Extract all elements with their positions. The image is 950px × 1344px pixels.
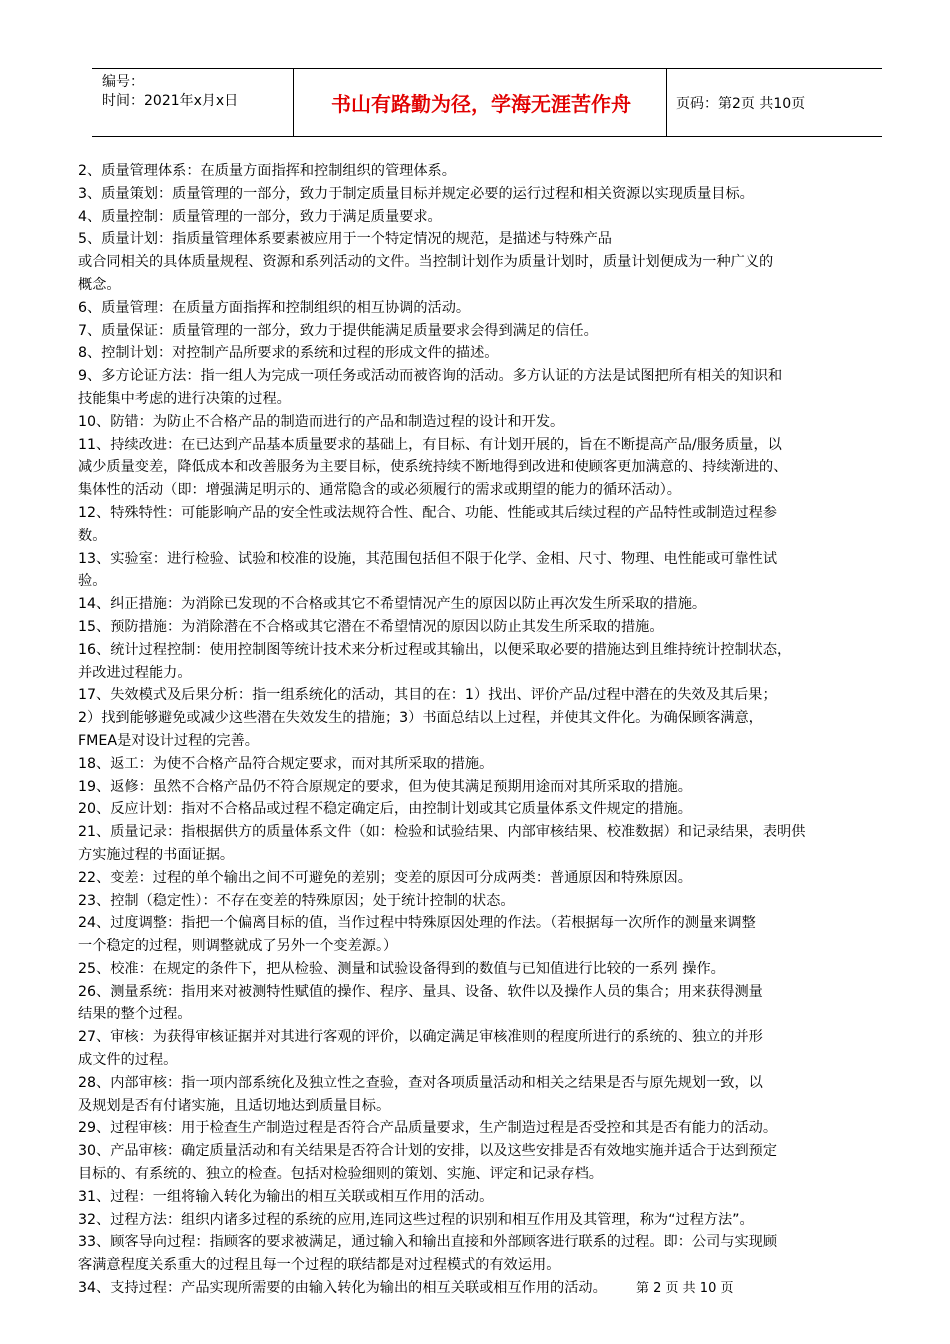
- body-line: 18、返工：为使不合格产品符合规定要求，而对其所采取的措施。: [78, 755, 494, 772]
- body-line: 12、特殊特性：可能影响产品的安全性或法规符合性、配合、功能、性能或其后续过程的产品特性或制造过程参: [78, 504, 778, 521]
- body-line: 24、过度调整：指把一个偏离目标的值，当作过程中特殊原因处理的作法。（若根据每一次所作的测量来调整: [78, 915, 756, 932]
- body-line: 目标的、有系统的、独立的检查。包括对检验细则的策划、实施、评定和记录存档。: [78, 1166, 603, 1183]
- body-line: 7、质量保证：质量管理的一部分，致力于提供能满足质量要求会得到满足的信任。: [78, 322, 598, 339]
- body-line: 15、预防措施：为消除潜在不合格或其它潜在不希望情况的原因以防止其发生所采取的措施。: [78, 618, 664, 635]
- body-line: 16、统计过程控制：使用控制图等统计技术来分析过程或其输出，以便采取必要的措施达到且维持统计控制状态，: [78, 641, 792, 658]
- body-line: 2、质量管理体系：在质量方面指挥和控制组织的管理体系。: [78, 163, 456, 179]
- body-line: 5、质量计划：指质量管理体系要素被应用于一个特定情况的规范，是描述与特殊产品: [78, 231, 612, 248]
- body-line: 6、质量管理：在质量方面指挥和控制组织的相互协调的活动。: [78, 299, 471, 316]
- header-divider-left: [293, 68, 294, 136]
- header-bottom-rule: [92, 136, 882, 137]
- body-line: 27、审核：为获得审核证据并对其进行客观的评价，以确定满足审核准则的程度所进行的系统的、独立的并形: [78, 1029, 763, 1046]
- document-date: 时间：2021年x月x日: [102, 93, 239, 109]
- header-motto: 书山有路勤为径，学海无涯苦作舟: [331, 92, 631, 116]
- body-line: 30、产品审核：确定质量活动和有关结果是否符合计划的安排，以及这些安排是否有效地实施并适合于达到预定: [78, 1143, 778, 1160]
- header-page-number: 页码：第2页 共10页: [676, 96, 806, 112]
- body-line: 26、测量系统：指用来对被测特性赋值的操作、程序、量具、设备、软件以及操作人员的集合；用来获得测量: [78, 983, 763, 1000]
- body-line: 一个稳定的过程，则调整就成了另外一个变差源。）: [78, 938, 398, 955]
- body-line: 34、支持过程：产品实现所需要的由输入转化为输出的相互关联或相互作用的活动。: [78, 1280, 607, 1297]
- body-line: 21、质量记录：指根据供方的质量体系文件（如：检验和试验结果、内部审核结果、校准数据）和记录结果，表明供: [78, 824, 806, 841]
- body-line: 并改进过程能力。: [78, 664, 192, 681]
- body-line: 31、过程：一组将输入转化为输出的相互关联或相互作用的活动。: [78, 1188, 494, 1205]
- body-line: 9、多方论证方法：指一组人为完成一项任务或活动而被咨询的活动。多方认证的方法是试图把所有相关的知识和: [78, 368, 783, 385]
- body-line: 33、顾客导向过程：指顾客的要求被满足，通过输入和输出直接和外部顾客进行联系的过程。即：公司与实现顾: [78, 1234, 778, 1251]
- body-line: 技能集中考虑的进行决策的过程。: [78, 390, 291, 407]
- body-line: 4、质量控制：质量管理的一部分，致力于满足质量要求。: [78, 208, 442, 225]
- body-line: 验。: [78, 573, 107, 590]
- body-line: 28、内部审核：指一项内部系统化及独立性之查验，查对各项质量活动和相关之结果是否与原先规划一致，以: [78, 1074, 763, 1091]
- body-line: 及规划是否有付诸实施，且适切地达到质量目标。: [78, 1097, 391, 1114]
- body-line: 29、过程审核：用于检查生产制造过程是否符合产品质量要求，生产制造过程是否受控和其是否有能力的活动。: [78, 1120, 778, 1137]
- body-line: 2）找到能够避免或减少这些潜在失效发生的措施；3）书面总结以上过程，并使其文件化。为确保顾客满意，: [78, 710, 763, 727]
- body-line: FMEA是对设计过程的完善。: [78, 732, 259, 749]
- header-top-rule: [92, 68, 882, 69]
- body-line: 13、实验室：进行检验、试验和校准的设施，其范围包括但不限于化学、金相、尺寸、物理、电性能或可靠性试: [78, 550, 778, 567]
- header-divider-right: [666, 68, 667, 136]
- page-footer: 第 2 页 共 10 页: [636, 1281, 734, 1296]
- body-line: 成文件的过程。: [78, 1052, 178, 1069]
- body-line: 概念。: [78, 276, 121, 293]
- body-line: 数。: [78, 527, 107, 544]
- body-line: 集体性的活动（即：增强满足明示的、通常隐含的或必须履行的需求或期望的能力的循环活动）。: [78, 482, 681, 499]
- body-line: 客满意程度关系重大的过程且每一个过程的联结都是对过程模式的有效运用。: [78, 1257, 561, 1274]
- body-line: 25、校准：在规定的条件下，把从检验、测量和试验设备得到的数值与已知值进行比较的一系列 操作。: [78, 960, 725, 977]
- body-line: 19、返修：虽然不合格产品仍不符合原规定的要求，但为使其满足预期用途而对其所采取的措施。: [78, 778, 692, 795]
- body-line: 3、质量策划：质量管理的一部分，致力于制定质量目标并规定必要的运行过程和相关资源以实现质量目标。: [78, 185, 754, 202]
- body-line: 20、反应计划：指对不合格品或过程不稳定确定后，由控制计划或其它质量体系文件规定的措施。: [78, 801, 692, 818]
- body-line: 10、防错：为防止不合格产品的制造而进行的产品和制造过程的设计和开发。: [78, 413, 565, 430]
- body-line: 23、控制（稳定性）：不存在变差的特殊原因；处于统计控制的状态。: [78, 892, 515, 909]
- body-line: 32、过程方法：组织内诸多过程的系统的应用,连同这些过程的识别和相互作用及其管理，称为“过程方法”。: [78, 1211, 754, 1228]
- body-line: 22、变差：过程的单个输出之间不可避免的差别；变差的原因可分成两类：普通原因和特殊原因。: [78, 869, 692, 886]
- document-number-label: 编号：: [102, 74, 144, 90]
- body-line: 减少质量变差，降低成本和改善服务为主要目标，使系统持续不断地得到改进和使顾客更加满意的、持续渐进的、: [78, 459, 788, 476]
- body-line: 结果的整个过程。: [78, 1006, 192, 1023]
- body-line: 或合同相关的具体质量规程、资源和系列活动的文件。当控制计划作为质量计划时，质量计划便成为一种广义的: [78, 254, 774, 271]
- body-line: 17、失效模式及后果分析：指一组系统化的活动，其目的在：1）找出、评价产品/过程中潜在的失效及其后果；: [78, 687, 777, 704]
- body-line: 14、纠正措施：为消除已发现的不合格或其它不希望情况产生的原因以防止再次发生所采取的措施。: [78, 596, 707, 613]
- body-line: 方实施过程的书面证据。: [78, 846, 235, 863]
- document-body: [78, 160, 942, 1300]
- body-line: 11、持续改进：在已达到产品基本质量要求的基础上，有目标、有计划开展的，旨在不断提高产品/服务质量，以: [78, 436, 782, 453]
- body-line: 8、控制计划：对控制产品所要求的系统和过程的形成文件的描述。: [78, 345, 499, 362]
